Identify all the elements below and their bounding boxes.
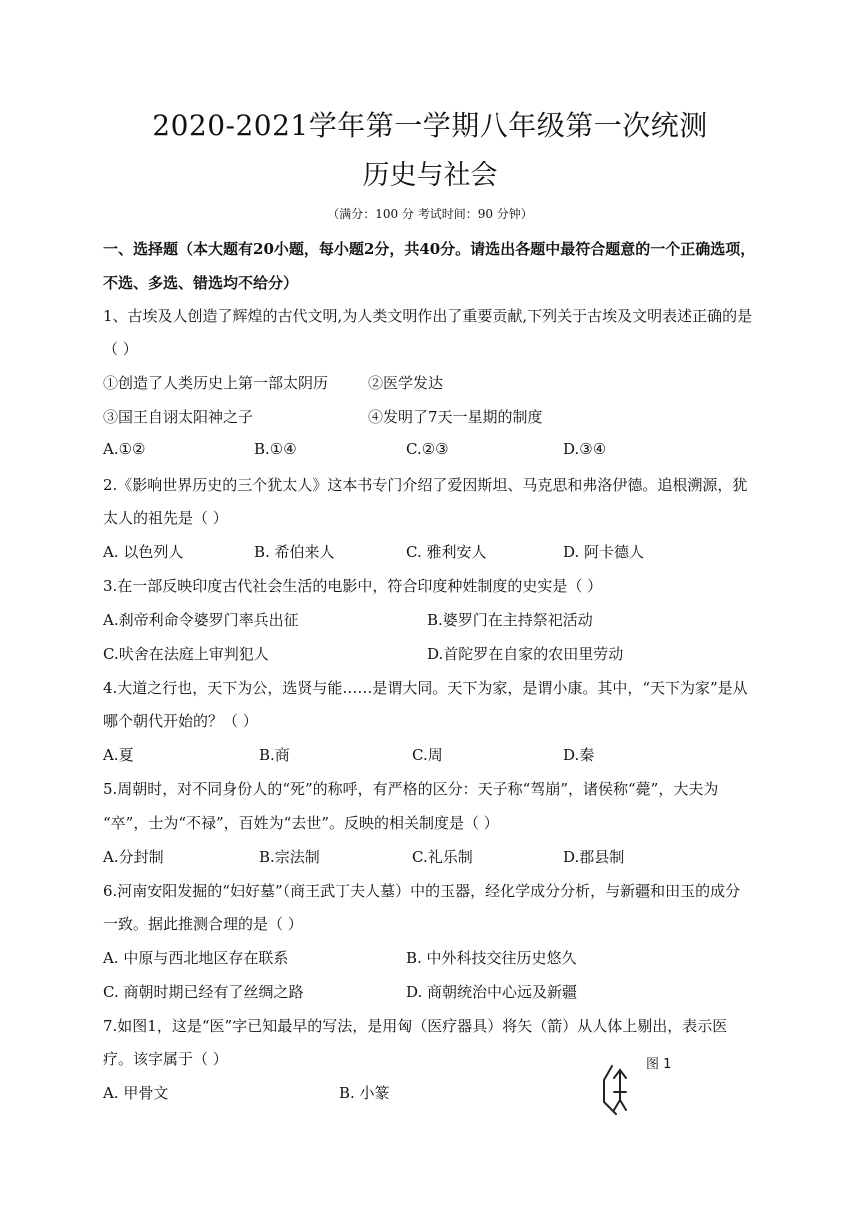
q2-option-a: A. 以色列人 (103, 543, 184, 561)
figure-1-label: 图 1 (646, 1057, 672, 1072)
exam-title: 2020-2021学年第一学期八年级第一次统测 (152, 109, 708, 142)
subject-title: 历史与社会 (362, 160, 498, 191)
q4-option-d: D.秦 (563, 746, 595, 764)
q3-option-c: C.吠舍在法庭上审判犯人 (103, 645, 269, 663)
q3-option-a: A.刹帝利命令婆罗门率兵出征 (103, 611, 299, 629)
q4-stem-line2: 哪个朝代开始的？（ ） (103, 712, 258, 730)
exam-meta: （满分：100 分 考试时间：90 分钟） (327, 207, 533, 221)
q7-option-a: A. 甲骨文 (103, 1084, 169, 1102)
q5-option-d: D.郡县制 (563, 848, 625, 866)
q5-option-b: B.宗法制 (259, 848, 320, 866)
q2-option-c: C. 雅利安人 (406, 543, 487, 561)
q6-option-c: C. 商朝时期已经有了丝绸之路 (103, 983, 304, 1001)
oracle-bone-glyph-icon (598, 1062, 638, 1118)
q5-stem-line1: 5.周朝时，对不同身份人的“死”的称呼，有严格的区分：天子称“驾崩”，诸侯称“薨”，大夫为 (103, 780, 719, 798)
q1-item-3: ③国王自诩太阳神之子 (103, 408, 254, 426)
q6-option-a: A. 中原与西北地区存在联系 (103, 949, 289, 967)
q3-option-b: B.婆罗门在主持祭祀活动 (427, 611, 593, 629)
q4-option-a: A.夏 (103, 746, 134, 764)
q3-option-d: D.首陀罗在自家的农田里劳动 (427, 645, 624, 663)
q1-item-4: ④发明了7天一星期的制度 (368, 408, 543, 426)
q1-stem-line1: 1、古埃及人创造了辉煌的古代文明,为人类文明作出了重要贡献,下列关于古埃及文明表述正确的是 (103, 307, 753, 325)
q2-option-b: B. 希伯来人 (254, 543, 335, 561)
q4-stem-line1: 4.大道之行也，天下为公，选贤与能……是谓大同。天下为家，是谓小康。其中，“天下为家”是从 (103, 679, 748, 697)
q1-item-2: ②医学发达 (368, 374, 444, 392)
q1-option-a: A.①② (103, 440, 146, 458)
q7-option-b: B. 小篆 (339, 1084, 390, 1102)
q6-option-b: B. 中外科技交往历史悠久 (406, 949, 577, 967)
section-heading-line2: 不选、多选、错选均不给分） (103, 274, 299, 292)
q1-stem-line2: （ ） (103, 340, 138, 358)
q2-stem-line2: 太人的祖先是（ ） (103, 509, 228, 527)
q2-stem-line1: 2.《影响世界历史的三个犹太人》这本书专门介绍了爱因斯坦、马克思和弗洛伊德。追根溯源，犹 (103, 476, 748, 494)
q1-option-b: B.①④ (254, 440, 297, 458)
q1-option-c: C.②③ (406, 440, 449, 458)
q1-item-1: ①创造了人类历史上第一部太阴历 (103, 374, 329, 392)
q3-stem-line1: 3.在一部反映印度古代社会生活的电影中，符合印度种姓制度的史实是（ ） (103, 577, 603, 595)
oracle-bone-glyph-figure (598, 1062, 638, 1122)
q1-option-d: D.③④ (563, 440, 607, 458)
q6-stem-line1: 6.河南安阳发掘的“妇好墓”（商王武丁夫人墓）中的玉器，经化学成分分析，与新疆和田玉的成分 (103, 882, 741, 900)
q6-stem-line2: 一致。据此推测合理的是（ ） (103, 915, 303, 933)
q5-option-c: C.礼乐制 (412, 848, 473, 866)
q7-stem-line2: 疗。该字属于（ ） (103, 1050, 228, 1068)
q5-stem-line2: “卒”，士为“不禄”，百姓为“去世”。反映的相关制度是（ ） (103, 814, 499, 832)
q2-option-d: D. 阿卡德人 (563, 543, 645, 561)
section-heading-line1: 一、选择题（本大题有20小题，每小题2分，共40分。请选出各题中最符合题意的一个正确选项， (103, 240, 756, 258)
q4-option-b: B.商 (259, 746, 290, 764)
q4-option-c: C.周 (412, 746, 443, 764)
q7-stem-line1: 7.如图1，这是“医”字已知最早的写法，是用匈（医疗器具）将矢（箭）从人体上剔出，表示医 (103, 1017, 728, 1035)
q5-option-a: A.分封制 (103, 848, 164, 866)
q6-option-d: D. 商朝统治中心远及新疆 (406, 983, 578, 1001)
